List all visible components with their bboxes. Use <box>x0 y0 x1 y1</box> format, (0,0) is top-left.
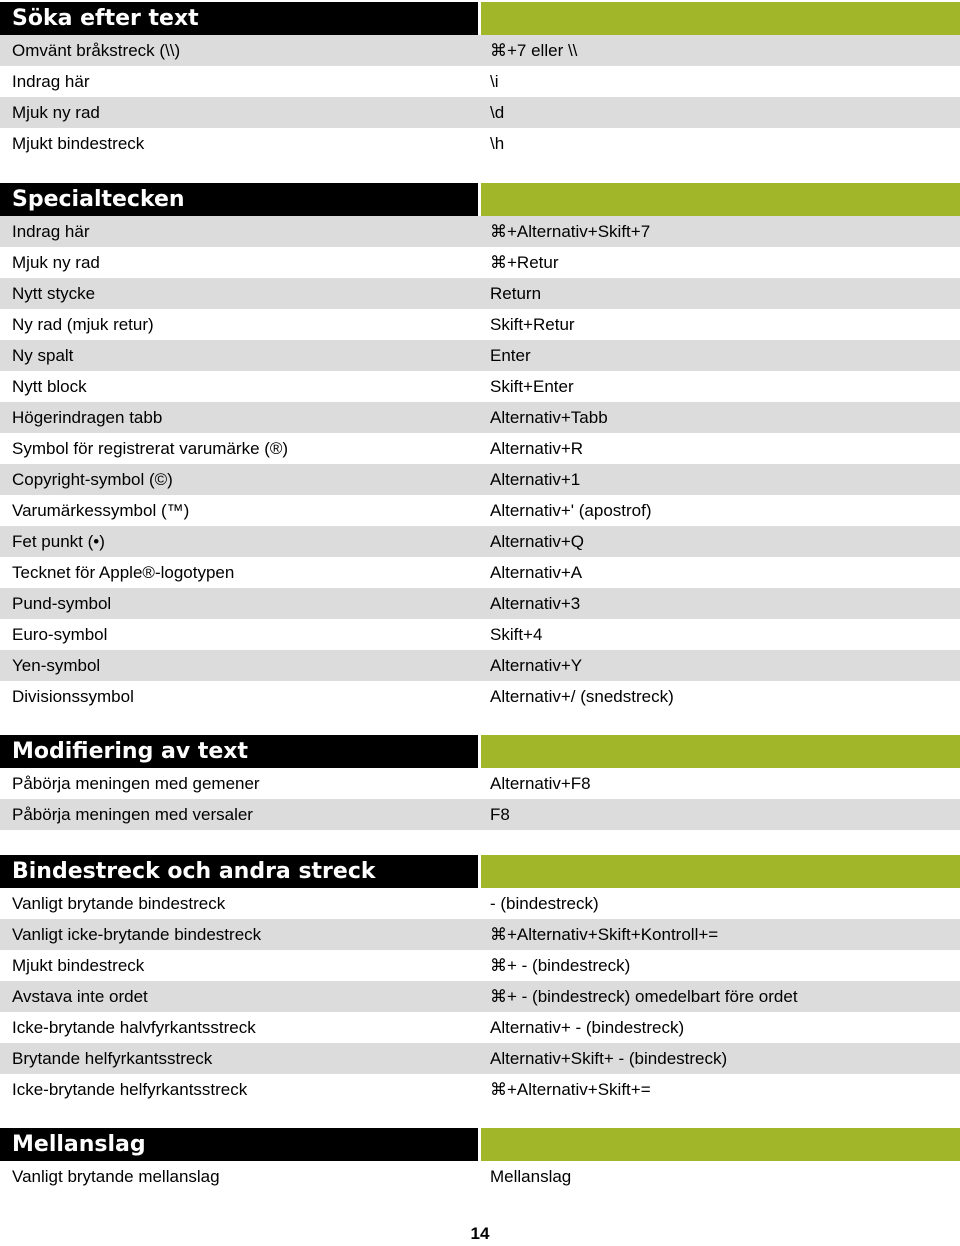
section-header <box>0 2 960 35</box>
row-shortcut: Alternativ+Q <box>490 532 585 551</box>
row-shortcut: Alternativ+A <box>490 563 583 582</box>
shortcut-row <box>0 309 960 340</box>
row-label: Euro-symbol <box>12 625 108 644</box>
row-label: Mjukt bindestreck <box>12 956 145 975</box>
row-shortcut: Alternativ+' (apostrof) <box>490 501 652 520</box>
section-title: Söka efter text <box>0 2 478 35</box>
section-header <box>0 735 960 768</box>
row-label: Mjuk ny rad <box>12 253 100 272</box>
section-hyphens-dashes <box>0 855 960 1105</box>
shortcut-row <box>0 557 960 588</box>
row-label: Fet punkt (•) <box>12 532 105 551</box>
row-shortcut: \d <box>490 103 505 122</box>
section-spaces <box>0 1128 960 1192</box>
shortcut-row <box>0 588 960 619</box>
row-shortcut: - (bindestreck) <box>490 894 599 913</box>
accent-bar <box>481 183 960 216</box>
row-shortcut: Alternativ+/ (snedstreck) <box>490 687 674 706</box>
shortcut-row <box>0 681 960 712</box>
section-title: Mellanslag <box>0 1128 478 1161</box>
accent-bar <box>481 2 960 35</box>
page-number: 14 <box>470 1224 490 1243</box>
shortcut-row <box>0 35 960 66</box>
section-header <box>0 183 960 216</box>
row-label: Påbörja meningen med gemener <box>12 774 260 793</box>
shortcut-row <box>0 402 960 433</box>
row-shortcut: ⌘+Retur <box>490 253 559 272</box>
section-header <box>0 1128 960 1161</box>
row-shortcut: F8 <box>490 805 510 824</box>
row-label: Brytande helfyrkantsstreck <box>12 1049 213 1068</box>
section-title: Bindestreck och andra streck <box>0 855 478 888</box>
shortcut-row <box>0 1043 960 1074</box>
shortcut-row <box>0 888 960 919</box>
row-shortcut: Alternativ+F8 <box>490 774 591 793</box>
shortcut-row <box>0 495 960 526</box>
row-label: Högerindragen tabb <box>12 408 163 427</box>
row-label: Yen-symbol <box>12 656 101 675</box>
row-shortcut: Enter <box>490 346 531 365</box>
row-shortcut: \i <box>490 72 499 91</box>
row-shortcut: Alternativ+3 <box>490 594 581 613</box>
section-text-modification <box>0 735 960 830</box>
accent-bar <box>481 735 960 768</box>
row-shortcut: \h <box>490 134 505 153</box>
row-label: Indrag här <box>12 72 90 91</box>
row-shortcut: Mellanslag <box>490 1167 572 1186</box>
shortcut-row <box>0 278 960 309</box>
shortcut-row <box>0 799 960 830</box>
row-shortcut: ⌘+ - (bindestreck) <box>490 956 631 975</box>
row-label: Omvänt bråkstreck (\\) <box>12 41 181 60</box>
shortcut-row <box>0 216 960 247</box>
row-label: Nytt block <box>12 377 87 396</box>
row-label: Vanligt icke-brytande bindestreck <box>12 925 262 944</box>
row-shortcut: Alternativ+1 <box>490 470 581 489</box>
row-label: Påbörja meningen med versaler <box>12 805 253 824</box>
shortcut-row <box>0 128 960 159</box>
row-shortcut: ⌘+Alternativ+Skift+Kontroll+= <box>490 925 719 944</box>
shortcut-row <box>0 919 960 950</box>
row-label: Vanligt brytande bindestreck <box>12 894 226 913</box>
row-label: Divisionssymbol <box>12 687 134 706</box>
row-label: Icke-brytande halvfyrkantsstreck <box>12 1018 256 1037</box>
shortcut-row <box>0 981 960 1012</box>
accent-bar <box>481 1128 960 1161</box>
shortcut-row <box>0 1012 960 1043</box>
shortcut-row <box>0 371 960 402</box>
shortcut-row <box>0 950 960 981</box>
row-label: Ny spalt <box>12 346 74 365</box>
row-label: Symbol för registrerat varumärke (®) <box>12 439 289 458</box>
shortcut-row <box>0 97 960 128</box>
section-header <box>0 855 960 888</box>
row-shortcut: ⌘+Alternativ+Skift+7 <box>490 222 651 241</box>
shortcut-row <box>0 768 960 799</box>
shortcut-row <box>0 1074 960 1105</box>
shortcut-row <box>0 433 960 464</box>
row-label: Indrag här <box>12 222 90 241</box>
shortcut-row <box>0 526 960 557</box>
row-label: Ny rad (mjuk retur) <box>12 315 154 334</box>
accent-bar <box>481 855 960 888</box>
shortcut-row <box>0 247 960 278</box>
row-label: Copyright-symbol (©) <box>12 470 173 489</box>
row-shortcut: Alternativ+Tabb <box>490 408 608 427</box>
section-title: Modifiering av text <box>0 735 478 768</box>
shortcut-row <box>0 650 960 681</box>
shortcut-row <box>0 340 960 371</box>
row-label: Mjuk ny rad <box>12 103 100 122</box>
row-label: Varumärkessymbol (™) <box>12 501 190 520</box>
row-shortcut: ⌘+ - (bindestreck) omedelbart före ordet <box>490 987 798 1006</box>
row-shortcut: Alternativ+Skift+ - (bindestreck) <box>490 1049 728 1068</box>
row-shortcut: Skift+Retur <box>490 315 575 334</box>
row-label: Pund-symbol <box>12 594 112 613</box>
row-label: Icke-brytande helfyrkantsstreck <box>12 1080 248 1099</box>
row-shortcut: Skift+4 <box>490 625 543 644</box>
shortcut-row <box>0 66 960 97</box>
shortcut-row <box>0 619 960 650</box>
row-label: Vanligt brytande mellanslag <box>12 1167 220 1186</box>
shortcut-row <box>0 1161 960 1192</box>
row-label: Nytt stycke <box>12 284 96 303</box>
section-title: Specialtecken <box>0 183 478 216</box>
row-shortcut: Alternativ+R <box>490 439 584 458</box>
row-shortcut: Skift+Enter <box>490 377 574 396</box>
section-special-characters <box>0 183 960 712</box>
row-shortcut: Alternativ+Y <box>490 656 583 675</box>
row-label: Avstava inte ordet <box>12 987 148 1006</box>
section-search-text <box>0 2 960 159</box>
row-shortcut: ⌘+Alternativ+Skift+= <box>490 1080 651 1099</box>
row-shortcut: ⌘+7 eller \\ <box>490 41 578 60</box>
row-label: Mjukt bindestreck <box>12 134 145 153</box>
row-shortcut: Alternativ+ - (bindestreck) <box>490 1018 685 1037</box>
row-shortcut: Return <box>490 284 542 303</box>
shortcut-row <box>0 464 960 495</box>
row-label: Tecknet för Apple®-logotypen <box>12 563 235 582</box>
